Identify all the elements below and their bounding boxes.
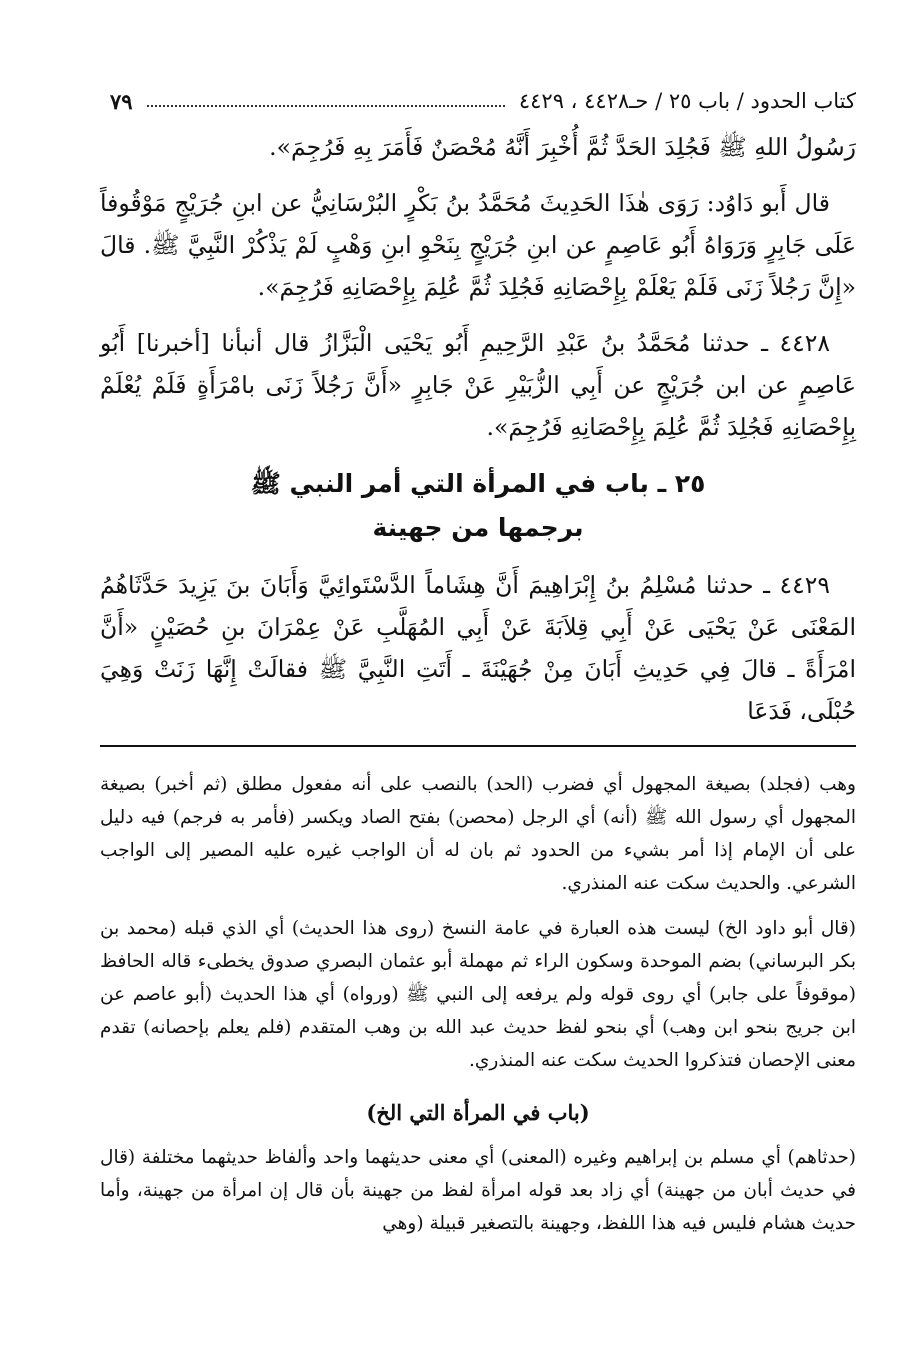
note-paragraph: وهب (فجلد) بصيغة المجهول أي فضرب (الحد) بالنصب على أنه مفعول مطلق (ثم أخبر) بصيغة المجهول أي رسول الله ﷺ (أنه) أي الرجل (محصن) بفتح الصاد ويكسر (فأمر به فرجم) فيه دليل على أن الإمام إذا أمر بشيء من الحدود ثم بان له أن الواجب غيره عليه المصير إلى الواجب الشرعي. والحديث سكت عنه المنذري. xyxy=(100,774,856,894)
chapter-heading xyxy=(100,462,856,550)
chapter-heading-line1: ٢٥ ـ باب في المرأة التي أمر النبي ﷺ xyxy=(250,469,706,498)
footnote-divider xyxy=(100,745,856,747)
header-dot-leader xyxy=(147,95,505,107)
running-header xyxy=(110,84,856,118)
note-paragraph: (قال أبو داود الخ) ليست هذه العبارة في عامة النسخ (روى هذا الحديث) أي الذي قبله (محمد بن بكر البرساني) بضم الموحدة وسكون الراء ثم مهملة أبو عثمان البصري صدوق يخطىء قاله الحافظ (موقوفاً على جابر) أي روى قوله ولم يرفعه إلى النبي ﷺ (ورواه) أي هذا الحديث (أبو عاصم عن ابن جريج بنحو ابن وهب) أي بنحو لفظ حديث عبد الله بن وهب المتقدم (فلم يعلم بإحصانه) تقدم معنى الإحصان فتذكروا الحديث سكت عنه المنذري. xyxy=(100,918,856,1071)
header-title: كتاب الحدود / باب ٢٥ / حـ٤٤٢٨ ، ٤٤٢٩ xyxy=(518,89,856,113)
page-number: ٧٩ xyxy=(110,88,133,114)
hadith-4429: ٤٤٢٩ ـ حدثنا مُسْلِمُ بنُ إِبْرَاهِيمَ أَنَّ هِشَاماً الدَّسْتَوائِيَّ وَأَبَانَ بنَ يَزِيدَ حَدَّثَاهُمُ المَعْنَى عَنْ يَحْيَى عَنْ أَبِي قِلاَبَةَ عَنْ أَبِي المُهَلَّبِ عَنْ عِمْرَانَ بنِ حُصَيْنٍ «أَنَّ امْرَأَةً ـ قالَ فِي حَدِيثِ أَبَانَ مِنْ جُهَيْنَةَ ـ أَتَتِ النَّبِيَّ ﷺ فقالَتْ إِنَّهَا زَنَتْ وَهِيَ حُبْلَى، فَدَعَا xyxy=(100,571,856,725)
chapter-heading-line2: برجمها من جهينة xyxy=(372,513,584,542)
commentary-notes xyxy=(100,768,856,1252)
main-paragraph: قال أَبو دَاوُد: رَوَى هٰذَا الحَدِيثَ مُحَمَّدُ بنُ بَكْرٍ البُرْسَانِيُّ عن ابنِ جُرَيْجٍ مَوْقُوفاً عَلَى جَابِرٍ وَرَوَاهُ أَبُو عَاصِمٍ عن ابنِ جُرَيْجٍ بِنَحْوِ ابنِ وَهْبٍ لَمْ يَذْكُرْ النَّبِيَّ ﷺ. قالَ «إِنَّ رَجُلاً زَنَى فَلَمْ يَعْلَمْ بِإِحْصَانِهِ فَجُلِدَ ثُمَّ عُلِمَ بِإِحْصَانِهِ فَرُجِمَ». xyxy=(100,189,856,301)
hadith-4428: ٤٤٢٨ ـ حدثنا مُحَمَّدُ بنُ عَبْدِ الرَّحِيمِ أَبُو يَحْيَى الْبَزَّازُ قال أنبأنا [أخبرنا] أَبُو عَاصِمٍ عن ابن جُرَيْجٍ عن أَبِي الزُّبَيْرِ عَنْ جَابِرٍ «أَنَّ رَجُلاً زَنَى بامْرَأَةٍ فَلَمْ يُعْلَمْ بِإِحْصَانِهِ فَجُلِدَ ثُمَّ عُلِمَ بِإِحْصَانِهِ فَرُجِمَ». xyxy=(100,329,856,441)
note-heading: (باب في المرأة التي الخ) xyxy=(366,1100,590,1125)
note-paragraph: (حدثاهم) أي مسلم بن إبراهيم وغيره (المعنى) أي معنى حديثهما واحد وألفاظ حديثهما مختلفة (قال في حديث أبان من جهينة) أي زاد بعد قوله امرأة لفظ من جهينة بأن قال إن امرأة من جهينة، وأما حديث هشام فليس فيه هذا اللفظ، وجهينة بالتصغير قبيلة (وهي xyxy=(100,1147,856,1234)
main-text xyxy=(100,126,856,746)
main-paragraph: رَسُولُ اللهِ ﷺ فَجُلِدَ الحَدَّ ثُمَّ أُخْبِرَ أَنَّهُ مُحْصَنٌ فَأَمَرَ بِهِ فَرُجِمَ». xyxy=(269,133,856,161)
